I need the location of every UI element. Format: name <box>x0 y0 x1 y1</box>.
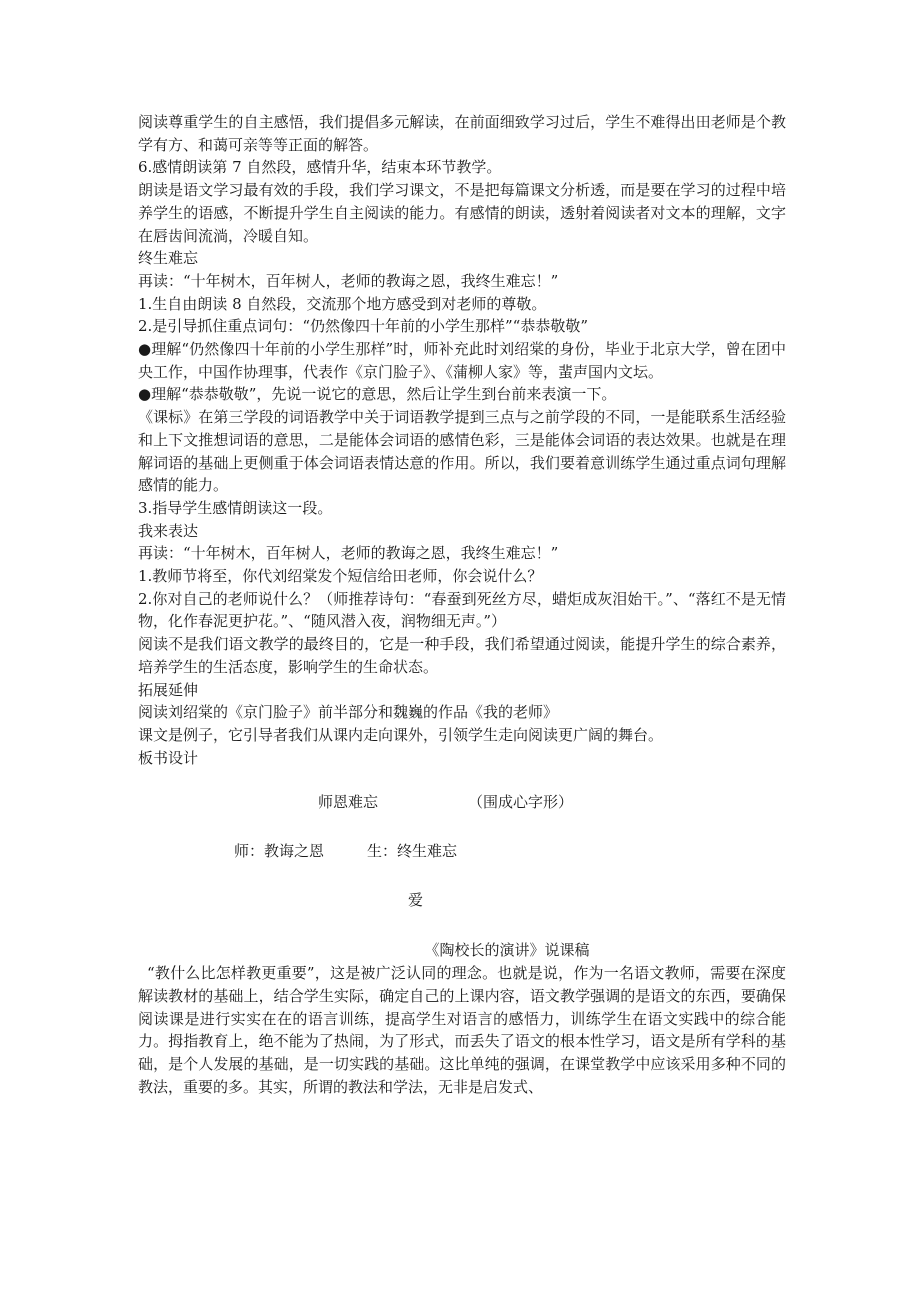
paragraph: 《课标》在第三学段的词语教学中关于词语教学提到三点与之前学段的不同，一是能联系生活经验和上下文推想词语的意思，二是能体会词语的感情色彩，三是能体会词语的表达效果。也就是在理解词语的基础上更侧重于体会词语表情达意的作用。所以，我们要着意训练学生通过重点词句理解感情的能力。 <box>138 408 786 495</box>
bullet-paragraph: ●理解“恭恭敬敬”，先说一说它的意思，然后让学生到台前来表演一下。 <box>138 385 617 404</box>
section-heading: 拓展延伸 <box>138 680 199 699</box>
paragraph: 1.生自由朗读 8 自然段，交流那个地方感受到对老师的尊敬。 <box>138 294 547 313</box>
bullet-paragraph: ●理解“仍然像四十年前的小学生那样”时，师补充此时刘绍棠的身份，毕业于北京大学，曾在团中央工作，中国作协理事，代表作《京门脸子》、《蒲柳人家》等，蜚声国内文坛。 <box>138 340 786 381</box>
board-teacher: 师：教诲之恩 <box>234 842 325 861</box>
article-title: 《陶校长的演讲》说课稿 <box>424 941 590 960</box>
paragraph: 朗读是语文学习最有效的手段，我们学习课文，不是把每篇课文分析透，而是要在学习的过程中培养学生的语感，不断提升学生自主阅读的能力。有感情的朗读，透射着阅读者对文本的理解，文字在唇齿间流淌，冷暖自知。 <box>138 181 786 245</box>
board-center: 爱 <box>408 891 424 910</box>
paragraph: 6.感情朗读第 7 自然段，感情升华，结束本环节教学。 <box>138 158 502 177</box>
board-title: 师恩难忘 <box>318 793 379 812</box>
paragraph: 3.指导学生感情朗读这一段。 <box>138 498 333 517</box>
paragraph: 阅读刘绍棠的《京门脸子》前半部分和魏巍的作品《我的老师》 <box>138 703 559 722</box>
document-page <box>138 111 786 1098</box>
paragraph: 再读：“十年树木，百年树人，老师的教诲之恩，我终生难忘！” <box>138 271 559 290</box>
section-heading: 终生难忘 <box>138 249 199 268</box>
paragraph: 阅读不是我们语文教学的最终目的，它是一种手段，我们希望通过阅读，能提升学生的综合素养，培养学生的生活态度，影响学生的生命状态。 <box>138 635 786 676</box>
paragraph: 2.你对自己的老师说什么？（师推荐诗句：“春蚕到死丝方尽，蜡炬成灰泪始干。”、“落红不是无情物，化作春泥更护花。”、“随风潜入夜，润物细无声。”） <box>138 589 786 631</box>
section-heading: 板书设计 <box>138 748 199 767</box>
board-note: （围成心字形） <box>468 793 574 812</box>
paragraph: 2.是引导抓住重点词句：“仍然像四十年前的小学生那样”“恭恭敬敬” <box>138 317 588 336</box>
paragraph: 再读：“十年树木，百年树人，老师的教诲之恩，我终生难忘！” <box>138 544 559 563</box>
article-body: “教什么比怎样教更重要”，这是被广泛认同的理念。也就是说，作为一名语文教师，需要在深度解读教材的基础上，结合学生实际，确定自己的上课内容，语文教学强调的是语文的东西，要确保阅读课是进行实实在在的语言训练，提高学生对语言的感悟力，训练学生在语文实践中的综合能力。拇指教育上，绝不能为了热闹，为了形式，而丢失了语文的根本性学习，语文是所有学科的基础，是个人发展的基础，是一切实践的基础。这比单纯的强调，在课堂教学中应该采用多种不同的教法，重要的多。其实，所谓的教法和学法，无非是启发式、 <box>138 964 786 1096</box>
paragraph: 1.教师节将至，你代刘绍棠发个短信给田老师，你会说什么？ <box>138 567 543 586</box>
blackboard-design <box>138 769 786 939</box>
board-student: 生：终生难忘 <box>367 842 458 861</box>
section-heading: 我来表达 <box>138 521 199 540</box>
paragraph: 课文是例子，它引导者我们从课内走向课外，引领学生走向阅读更广阔的舞台。 <box>138 725 664 744</box>
paragraph: 阅读尊重学生的自主感悟，我们提倡多元解读，在前面细致学习过后，学生不难得出田老师是个教学有方、和蔼可亲等等正面的解答。 <box>138 113 786 154</box>
